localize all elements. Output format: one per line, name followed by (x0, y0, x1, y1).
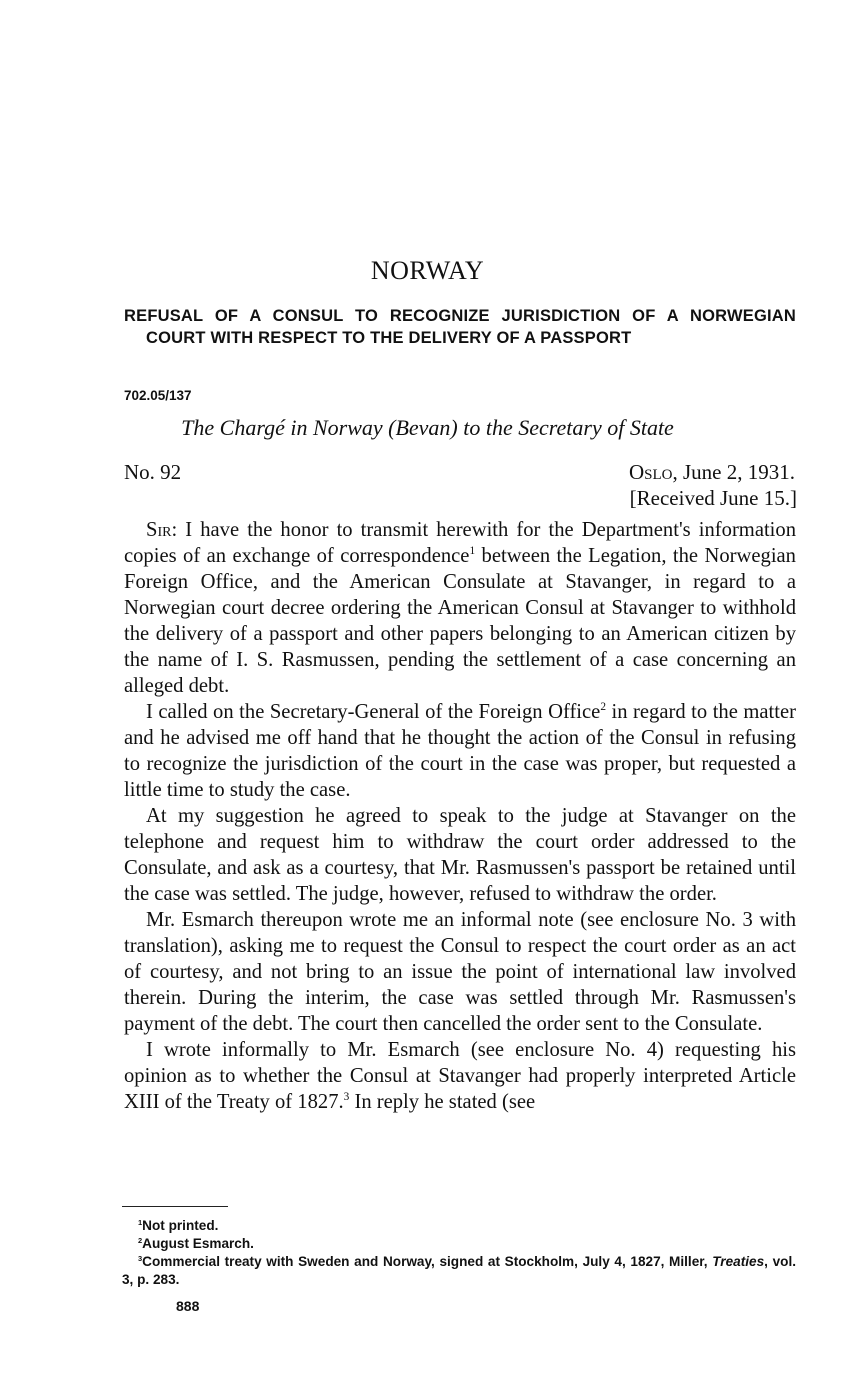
page-number: 888 (176, 1298, 200, 1314)
document-title: The Chargé in Norway (Bevan) to the Secretary of State (181, 415, 674, 440)
footnote-mark: 3 (138, 1253, 143, 1263)
footnote-mark: 2 (138, 1235, 143, 1245)
footnote-mark: 1 (138, 1217, 143, 1227)
footnote-text: Not printed. (142, 1218, 219, 1233)
paragraph-text: I called on the Secretary-General of the Foreign Office (146, 701, 601, 723)
dateline-place: Oslo (628, 460, 673, 484)
dateline-date: , June 2, 1931. (672, 460, 795, 484)
paragraph-2 (124, 699, 796, 803)
paragraph-text: I wrote informally to Mr. Esmarch (see enclosure No. 4) requesting his opinion as to whether the Consul at Stavanger had properly interpreted Article XIII of the Treaty of 1827. (124, 1039, 796, 1113)
paragraph-1 (124, 517, 796, 699)
footnote-text: , vol. 3, p. 283. (122, 1254, 796, 1287)
received-date: [Received June 15.] (629, 486, 797, 510)
document-number: No. 92 (124, 460, 182, 484)
paragraph-5 (124, 1037, 796, 1115)
footnote-text: August Esmarch. (142, 1236, 254, 1251)
letter-body (124, 517, 796, 1115)
footnote-3 (122, 1253, 796, 1289)
footnote-text: Commercial treaty with Sweden and Norway, signed at Stockholm, July 4, 1827, Miller, (142, 1254, 713, 1269)
footnotes (122, 1217, 796, 1289)
paragraph-text: in regard to the matter and he advised me off hand that he thought the action of the Consul in refusing to recognize the jurisdiction of the court in the case was proper, but requested a little time to study the case. (124, 701, 796, 801)
footnote-italic-title: Treaties (712, 1254, 765, 1269)
footnote-ref-1: 1 (469, 545, 476, 558)
footnote-2 (122, 1235, 796, 1253)
paragraph-3: At my suggestion he agreed to speak to the judge at Stavanger on the telephone and request him to withdraw the court order addressed to the Consulate, and ask as a courtesy, that Mr. Rasmussen's passport be retained until the case was settled. The judge, however, refused to withdraw the order. (124, 805, 796, 905)
salutation: Sir (146, 519, 172, 541)
subject-heading: REFUSAL OF A CONSUL TO RECOGNIZE JURISDICTION OF A NORWEGIAN COURT WITH RESPECT TO THE DELIVERY OF A PASSPORT (124, 307, 796, 347)
file-number: 702.05/137 (124, 388, 192, 403)
footnote-1 (122, 1217, 796, 1235)
paragraph-text: between the Legation, the Norwegian Foreign Office, and the American Consulate at Stavanger, in regard to a Norwegian court decree ordering the American Consul at Stavanger to withhold the delivery of a passport and other papers belonging to an American citizen by the name of I. S. Rasmussen, pending the settlement of a case concerning an alleged debt. (124, 545, 796, 697)
footnote-ref-3: 3 (343, 1091, 350, 1104)
paragraph-text: : I have the honor to transmit herewith for the Department's information copies of an exchange of correspondence (124, 519, 796, 567)
footnote-divider (122, 1206, 228, 1207)
paragraph-text: In reply he stated (see (349, 1091, 536, 1113)
dateline (629, 460, 795, 485)
footnote-ref-2: 2 (600, 701, 606, 714)
paragraph-4: Mr. Esmarch thereupon wrote me an informal note (see enclosure No. 3 with translation), asking me to request the Consul to respect the court order as an act of courtesy, and not bring to an issue the point of international law involved therein. During the interim, the case was settled through Mr. Rasmussen's payment of the debt. The court then cancelled the order sent to the Consulate. (124, 909, 796, 1035)
country-heading: NORWAY (370, 256, 485, 285)
